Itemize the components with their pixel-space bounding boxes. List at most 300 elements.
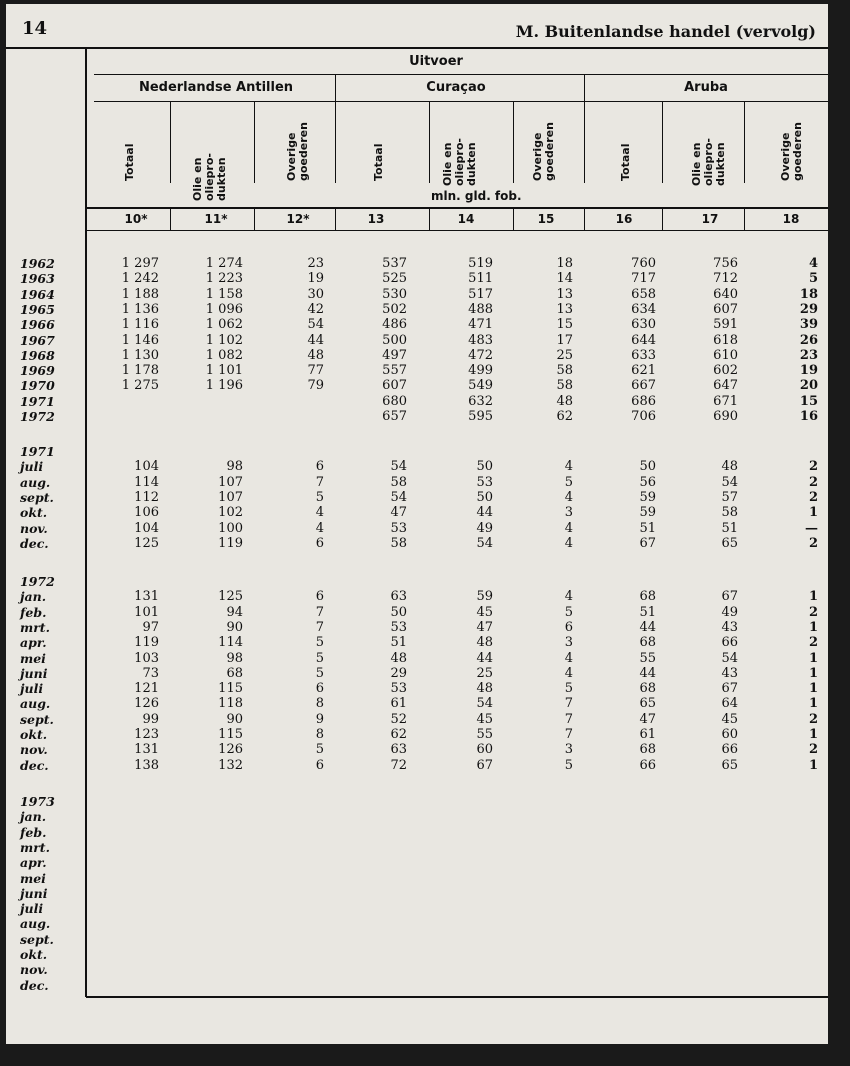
table-cell: 1 274 bbox=[205, 256, 243, 271]
table-cell: 1 188 bbox=[121, 286, 159, 302]
table-cell: 1 242 bbox=[121, 271, 159, 287]
table-cell: 45 bbox=[476, 711, 493, 727]
table-cell: 54 bbox=[390, 489, 407, 505]
table-cell: 43 bbox=[721, 665, 738, 681]
table-cell: 657 bbox=[382, 409, 407, 424]
table-cell: 44 bbox=[639, 619, 656, 635]
table-cell: 610 bbox=[713, 347, 738, 363]
group-divider-2 bbox=[584, 75, 585, 183]
row-label: jan. bbox=[20, 809, 47, 825]
table-cell: 15 bbox=[556, 317, 573, 333]
colnum-divider bbox=[744, 209, 745, 231]
row-label: 1971 bbox=[20, 444, 55, 459]
table-cell: 18 bbox=[556, 256, 573, 271]
table-cell: 48 bbox=[476, 681, 493, 697]
table-cell: 632 bbox=[468, 393, 493, 409]
table-cell: 471 bbox=[468, 317, 493, 333]
table-cell: 644 bbox=[631, 332, 656, 348]
table-cell: 8 bbox=[315, 727, 324, 742]
row-label: 1972 bbox=[20, 409, 55, 424]
table-cell: 44 bbox=[307, 332, 324, 348]
table-cell: 94 bbox=[226, 604, 243, 620]
row-label: dec. bbox=[20, 757, 49, 773]
table-cell: 5 bbox=[315, 742, 324, 758]
table-cell: 4 bbox=[564, 650, 573, 666]
table-cell: 65 bbox=[639, 696, 656, 712]
table-cell: 68 bbox=[226, 665, 243, 681]
col-divider bbox=[170, 102, 171, 183]
table-cell: 497 bbox=[382, 347, 407, 363]
table-cell: 60 bbox=[476, 742, 493, 758]
table-cell: 68 bbox=[639, 589, 656, 605]
row-label: aug. bbox=[20, 696, 51, 712]
table-cell: 57 bbox=[721, 489, 738, 505]
table-cell: 65 bbox=[721, 535, 738, 551]
page-title: M. Buitenlandse handel (vervolg) bbox=[515, 22, 816, 41]
table-cell: 2 bbox=[808, 604, 818, 620]
table-cell: 1 158 bbox=[205, 286, 243, 302]
table-cell: 760 bbox=[631, 256, 656, 271]
table-cell: 640 bbox=[713, 286, 738, 302]
table-cell: 8 bbox=[315, 696, 324, 712]
table-cell: 488 bbox=[468, 301, 493, 317]
group-divider-1 bbox=[335, 75, 336, 183]
table-cell: 1 223 bbox=[205, 271, 243, 287]
table-cell: 101 bbox=[134, 604, 159, 620]
table-cell: 2 bbox=[808, 535, 818, 551]
table-cell: 557 bbox=[382, 363, 407, 379]
col-label-totaal: Totaal bbox=[123, 143, 136, 181]
table-cell: 50 bbox=[390, 604, 407, 620]
page-number: 14 bbox=[22, 18, 48, 39]
table-cell: 61 bbox=[639, 727, 656, 742]
table-cell: 48 bbox=[307, 347, 324, 363]
col-divider bbox=[254, 102, 255, 183]
table-cell: 712 bbox=[713, 271, 738, 287]
col-divider bbox=[513, 102, 514, 183]
table-cell: 58 bbox=[556, 363, 573, 379]
table-cell: 5 bbox=[315, 665, 324, 681]
row-label: okt. bbox=[20, 727, 48, 742]
table-cell: 67 bbox=[639, 535, 656, 551]
table-cell: 23 bbox=[799, 347, 818, 363]
table-cell: 1 196 bbox=[205, 378, 243, 394]
table-cell: 125 bbox=[134, 535, 159, 551]
table-cell: 667 bbox=[631, 378, 656, 394]
table-cell: 50 bbox=[476, 489, 493, 505]
col-label-overige: Overige goederen bbox=[285, 122, 310, 181]
table-cell: 647 bbox=[713, 378, 738, 394]
table-cell: 3 bbox=[564, 742, 573, 758]
table-cell: 1 116 bbox=[121, 317, 159, 333]
colnum-top-rule bbox=[86, 207, 828, 209]
table-cell: 104 bbox=[134, 459, 159, 475]
table-cell: 706 bbox=[631, 409, 656, 424]
group-curacao: Curaçao bbox=[426, 80, 486, 95]
table-cell: 2 bbox=[808, 459, 818, 475]
col-number: 10* bbox=[124, 212, 148, 226]
row-label: mrt. bbox=[20, 839, 50, 855]
table-cell: 77 bbox=[307, 363, 324, 379]
table-cell: 62 bbox=[556, 409, 573, 424]
table-cell: 1 102 bbox=[205, 332, 243, 348]
table-cell: 131 bbox=[134, 742, 159, 758]
table-cell: 106 bbox=[134, 505, 159, 521]
table-cell: 630 bbox=[631, 317, 656, 333]
row-label: 1966 bbox=[20, 317, 55, 333]
table-cell: 131 bbox=[134, 589, 159, 605]
col-label-totaal: Totaal bbox=[619, 143, 632, 181]
table-cell: 3 bbox=[564, 505, 573, 521]
table-cell: 4 bbox=[315, 520, 324, 536]
row-label: sept. bbox=[20, 489, 54, 505]
table-cell: 54 bbox=[390, 459, 407, 475]
row-label: juli bbox=[20, 901, 44, 917]
table-cell: 103 bbox=[134, 650, 159, 666]
table-cell: 1 bbox=[808, 681, 818, 697]
table-cell: 602 bbox=[713, 363, 738, 379]
table-cell: 499 bbox=[468, 363, 493, 379]
table-cell: 756 bbox=[713, 256, 738, 271]
uitvoer-header: Uitvoer bbox=[409, 54, 463, 69]
colnum-divider bbox=[429, 209, 430, 231]
table-cell: 519 bbox=[468, 256, 493, 271]
table-cell: 64 bbox=[721, 696, 738, 712]
table-cell: 4 bbox=[564, 520, 573, 536]
table-cell: 53 bbox=[390, 619, 407, 635]
unit-label: mln. gld. fob. bbox=[431, 189, 522, 203]
table-cell: 114 bbox=[134, 474, 159, 490]
table-cell: 6 bbox=[315, 535, 324, 551]
table-cell: 511 bbox=[468, 271, 493, 287]
table-cell: 16 bbox=[799, 409, 818, 424]
table-cell: 525 bbox=[382, 271, 407, 287]
table-cell: 59 bbox=[476, 589, 493, 605]
colnum-divider bbox=[170, 209, 171, 231]
table-cell: 47 bbox=[639, 711, 656, 727]
row-label: 1973 bbox=[20, 794, 55, 809]
table-cell: 537 bbox=[382, 256, 407, 271]
table-cell: 51 bbox=[639, 520, 656, 536]
table-cell: 112 bbox=[134, 489, 159, 505]
table-cell: 56 bbox=[639, 474, 656, 490]
table-cell: 486 bbox=[382, 317, 407, 333]
table-cell: 119 bbox=[134, 635, 159, 651]
table-cell: 658 bbox=[631, 286, 656, 302]
table-cell: 18 bbox=[799, 286, 818, 302]
row-label: 1965 bbox=[20, 301, 55, 317]
row-label: juni bbox=[20, 885, 48, 901]
table-cell: 53 bbox=[390, 681, 407, 697]
table-cell: 19 bbox=[799, 363, 818, 379]
table-cell: 29 bbox=[799, 301, 818, 317]
table-cell: 7 bbox=[315, 474, 324, 490]
table-cell: 502 bbox=[382, 301, 407, 317]
table-cell: 5 bbox=[564, 757, 573, 773]
table-cell: 49 bbox=[721, 604, 738, 620]
table-cell: 50 bbox=[639, 459, 656, 475]
row-label: mrt. bbox=[20, 619, 50, 635]
table-cell: 59 bbox=[639, 505, 656, 521]
table-cell: 1 bbox=[808, 757, 818, 773]
table-cell: 47 bbox=[390, 505, 407, 521]
header-top-rule bbox=[6, 47, 828, 49]
row-label: nov. bbox=[20, 742, 48, 758]
row-label: apr. bbox=[20, 855, 47, 871]
row-label: 1963 bbox=[20, 271, 55, 287]
table-cell: 7 bbox=[564, 711, 573, 727]
table-cell: 72 bbox=[390, 757, 407, 773]
table-cell: 5 bbox=[315, 650, 324, 666]
table-cell: 73 bbox=[142, 665, 159, 681]
table-cell: 119 bbox=[218, 535, 243, 551]
table-cell: 1 bbox=[808, 589, 818, 605]
table-cell: 549 bbox=[468, 378, 493, 394]
table-cell: 66 bbox=[721, 635, 738, 651]
col-number: 14 bbox=[457, 212, 475, 226]
table-cell: 500 bbox=[382, 332, 407, 348]
table-cell: 52 bbox=[390, 711, 407, 727]
table-cell: 4 bbox=[564, 459, 573, 475]
col-label-olie: Olie en oliepro- dukten bbox=[690, 138, 727, 186]
row-label: jan. bbox=[20, 589, 47, 605]
table-cell: 26 bbox=[799, 332, 818, 348]
table-cell: 634 bbox=[631, 301, 656, 317]
row-label: feb. bbox=[20, 604, 47, 620]
row-label: mei bbox=[20, 650, 46, 666]
table-cell: 39 bbox=[799, 317, 818, 333]
table-cell: 717 bbox=[631, 271, 656, 287]
table-cell: 1 275 bbox=[121, 378, 159, 394]
table-cell: 44 bbox=[476, 650, 493, 666]
col-number: 11* bbox=[204, 212, 228, 226]
table-cell: 1 082 bbox=[205, 347, 243, 363]
table-cell: 102 bbox=[218, 505, 243, 521]
table-cell: 1 130 bbox=[121, 347, 159, 363]
table-cell: 45 bbox=[721, 711, 738, 727]
row-label: aug. bbox=[20, 916, 51, 932]
table-cell: 58 bbox=[721, 505, 738, 521]
table-cell: 1 178 bbox=[121, 363, 159, 379]
table-cell: 60 bbox=[721, 727, 738, 742]
row-label: feb. bbox=[20, 824, 47, 840]
col-label-overige: Overige goederen bbox=[779, 122, 804, 181]
table-cell: 132 bbox=[218, 757, 243, 773]
table-cell: 633 bbox=[631, 347, 656, 363]
table-cell: 48 bbox=[721, 459, 738, 475]
row-label: 1969 bbox=[20, 363, 55, 379]
table-cell: 44 bbox=[639, 665, 656, 681]
table-cell: 6 bbox=[315, 681, 324, 697]
table-cell: 54 bbox=[476, 696, 493, 712]
table-cell: 4 bbox=[315, 505, 324, 521]
row-label: juli bbox=[20, 681, 44, 697]
table-cell: 55 bbox=[639, 650, 656, 666]
table-cell: 68 bbox=[639, 742, 656, 758]
table-cell: 6 bbox=[564, 619, 573, 635]
table-cell: 61 bbox=[390, 696, 407, 712]
row-label: 1968 bbox=[20, 347, 55, 363]
table-cell: 2 bbox=[808, 711, 818, 727]
table-cell: 51 bbox=[639, 604, 656, 620]
row-label: mei bbox=[20, 870, 46, 886]
table-cell: 1 bbox=[808, 650, 818, 666]
table-cell: 115 bbox=[218, 727, 243, 742]
col-label-overige: Overige goederen bbox=[531, 122, 556, 181]
table-cell: 9 bbox=[315, 711, 324, 727]
table-cell: 686 bbox=[631, 393, 656, 409]
colnum-bottom-rule bbox=[86, 230, 828, 231]
table-cell: 51 bbox=[721, 520, 738, 536]
table-cell: 90 bbox=[226, 711, 243, 727]
table-cell: 66 bbox=[721, 742, 738, 758]
col-divider bbox=[429, 102, 430, 183]
table-cell: 44 bbox=[476, 505, 493, 521]
table-cell: 48 bbox=[390, 650, 407, 666]
row-label: 1972 bbox=[20, 574, 55, 589]
table-cell: 591 bbox=[713, 317, 738, 333]
table-cell: 58 bbox=[556, 378, 573, 394]
table-cell: 7 bbox=[315, 604, 324, 620]
table-cell: 4 bbox=[564, 489, 573, 505]
table-cell: 42 bbox=[307, 301, 324, 317]
table-cell: 48 bbox=[556, 393, 573, 409]
row-label: juli bbox=[20, 459, 44, 475]
table-cell: 67 bbox=[476, 757, 493, 773]
row-label: sept. bbox=[20, 931, 54, 947]
row-label: 1971 bbox=[20, 393, 55, 409]
table-cell: 67 bbox=[721, 681, 738, 697]
row-label: 1970 bbox=[20, 378, 55, 394]
row-label: dec. bbox=[20, 977, 49, 993]
table-cell: 7 bbox=[564, 727, 573, 742]
table-cell: 99 bbox=[142, 711, 159, 727]
colnum-divider bbox=[584, 209, 585, 231]
table-cell: 30 bbox=[307, 286, 324, 302]
table-cell: 517 bbox=[468, 286, 493, 302]
table-cell: 1 096 bbox=[205, 301, 243, 317]
table-cell: 66 bbox=[639, 757, 656, 773]
colnum-divider bbox=[335, 209, 336, 231]
table-cell: 115 bbox=[218, 681, 243, 697]
table-cell: 2 bbox=[808, 489, 818, 505]
row-label: nov. bbox=[20, 520, 48, 536]
table-cell: 607 bbox=[382, 378, 407, 394]
table-cell: 65 bbox=[721, 757, 738, 773]
table-cell: 118 bbox=[218, 696, 243, 712]
table-cell: 97 bbox=[142, 619, 159, 635]
row-label: apr. bbox=[20, 635, 47, 651]
table-cell: 20 bbox=[799, 378, 818, 394]
colnum-divider bbox=[662, 209, 663, 231]
col-label-olie: Olie en oliepro- dukten bbox=[191, 153, 228, 201]
table-cell: 5 bbox=[564, 604, 573, 620]
table-cell: 54 bbox=[307, 317, 324, 333]
table-cell: 98 bbox=[226, 459, 243, 475]
table-cell: 5 bbox=[315, 489, 324, 505]
table-cell: 53 bbox=[476, 474, 493, 490]
table-cell: 59 bbox=[639, 489, 656, 505]
table-cell: 1 bbox=[808, 665, 818, 681]
table-cell: 50 bbox=[476, 459, 493, 475]
table-cell: 126 bbox=[134, 696, 159, 712]
table-cell: 14 bbox=[556, 271, 573, 287]
col-number: 12* bbox=[286, 212, 310, 226]
table-cell: 3 bbox=[564, 635, 573, 651]
table-cell: 4 bbox=[564, 665, 573, 681]
table-cell: 68 bbox=[639, 635, 656, 651]
table-cell: 68 bbox=[639, 681, 656, 697]
table-cell: 1 062 bbox=[205, 317, 243, 333]
table-cell: 1 bbox=[808, 505, 818, 521]
table-cell: 90 bbox=[226, 619, 243, 635]
col-number: 15 bbox=[537, 212, 555, 226]
table-cell: 2 bbox=[808, 635, 818, 651]
table-cell: 63 bbox=[390, 742, 407, 758]
table-cell: 13 bbox=[556, 301, 573, 317]
uitvoer-rule bbox=[94, 74, 828, 75]
table-cell: 63 bbox=[390, 589, 407, 605]
table-cell: 23 bbox=[307, 256, 324, 271]
col-number: 18 bbox=[782, 212, 800, 226]
table-cell: 483 bbox=[468, 332, 493, 348]
row-label: 1962 bbox=[20, 256, 55, 271]
table-cell: — bbox=[805, 520, 818, 536]
row-label: 1967 bbox=[20, 332, 55, 348]
table-cell: 1 146 bbox=[121, 332, 159, 348]
table-cell: 671 bbox=[713, 393, 738, 409]
col-number: 16 bbox=[615, 212, 633, 226]
table-cell: 17 bbox=[556, 332, 573, 348]
col-label-totaal: Totaal bbox=[372, 143, 385, 181]
group-nederlandse-antillen: Nederlandse Antillen bbox=[138, 80, 294, 95]
table-cell: 607 bbox=[713, 301, 738, 317]
row-label: nov. bbox=[20, 962, 48, 978]
table-cell: 1 bbox=[808, 696, 818, 712]
table-cell: 15 bbox=[799, 393, 818, 409]
col-divider bbox=[744, 102, 745, 183]
table-cell: 680 bbox=[382, 393, 407, 409]
table-cell: 690 bbox=[713, 409, 738, 424]
table-cell: 595 bbox=[468, 409, 493, 424]
group-aruba: Aruba bbox=[684, 80, 728, 95]
table-cell: 54 bbox=[721, 474, 738, 490]
table-cell: 49 bbox=[476, 520, 493, 536]
row-label: juni bbox=[20, 665, 48, 681]
colnum-divider bbox=[513, 209, 514, 231]
row-label: 1964 bbox=[20, 286, 55, 302]
table-cell: 53 bbox=[390, 520, 407, 536]
table-cell: 5 bbox=[315, 635, 324, 651]
table-cell: 29 bbox=[390, 665, 407, 681]
table-cell: 530 bbox=[382, 286, 407, 302]
table-cell: 5 bbox=[564, 681, 573, 697]
table-cell: 4 bbox=[564, 589, 573, 605]
table-cell: 7 bbox=[315, 619, 324, 635]
table-cell: 67 bbox=[721, 589, 738, 605]
table-cell: 472 bbox=[468, 347, 493, 363]
table-cell: 54 bbox=[476, 535, 493, 551]
table-cell: 121 bbox=[134, 681, 159, 697]
table-cell: 2 bbox=[808, 474, 818, 490]
row-label: okt. bbox=[20, 505, 48, 521]
row-label: sept. bbox=[20, 711, 54, 727]
table-cell: 100 bbox=[218, 520, 243, 536]
table-cell: 98 bbox=[226, 650, 243, 666]
table-cell: 114 bbox=[218, 635, 243, 651]
table-cell: 126 bbox=[218, 742, 243, 758]
table-cell: 58 bbox=[390, 474, 407, 490]
